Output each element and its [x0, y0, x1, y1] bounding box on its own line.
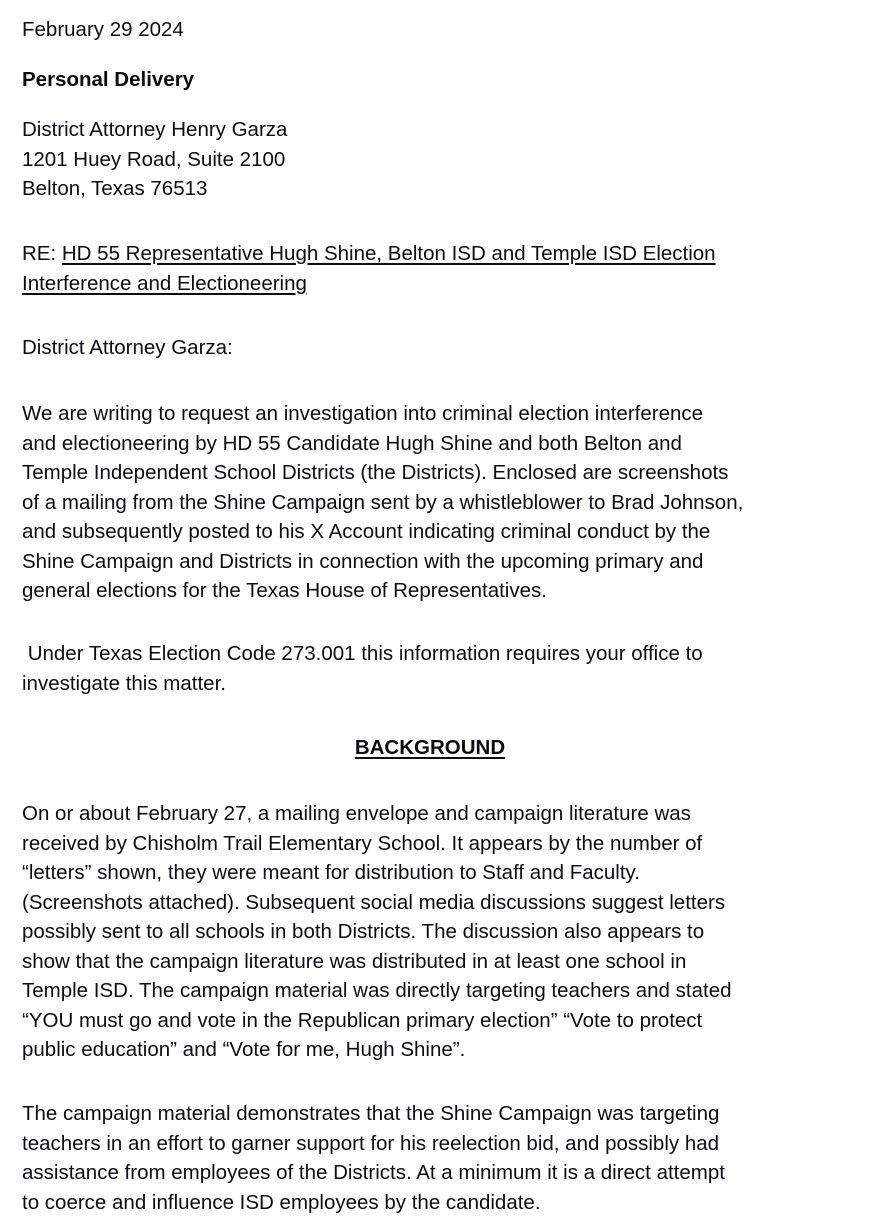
paragraph-request [22, 399, 852, 606]
paragraph-line: show that the campaign literature was distributed in at least one school in [22, 949, 687, 973]
paragraph-background [22, 799, 852, 1065]
paragraph-line: received by Chisholm Trail Elementary School. It appears by the number of [22, 831, 703, 855]
paragraph-line: (Screenshots attached). Subsequent social media discussions suggest letters [22, 890, 726, 914]
paragraph-line: and subsequently posted to his X Account indicating criminal conduct by the [22, 520, 711, 543]
paragraph-analysis [22, 1099, 852, 1217]
paragraph-line: “YOU must go and vote in the Republican primary election” “Vote to protect [22, 1008, 703, 1032]
paragraph-line: On or about February 27, a mailing envelope and campaign literature was [22, 802, 691, 825]
paragraph-line: investigate this matter. [22, 671, 226, 695]
salutation: District Attorney Garza: [22, 336, 233, 359]
paragraph-line: The campaign material demonstrates that the Shine Campaign was targeting [22, 1102, 720, 1125]
subject-prefix: RE: [22, 242, 62, 265]
paragraph-line: We are writing to request an investigation into criminal election interference [22, 402, 704, 425]
subject-line [22, 239, 852, 298]
paragraph-line: of a mailing from the Shine Campaign sent by a whistleblower to Brad Johnson, [22, 490, 744, 514]
paragraph-line: “letters” shown, they were meant for distribution to Staff and Faculty. [22, 861, 640, 884]
paragraph-line: teachers in an effort to garner support for his reelection bid, and possibly had [22, 1131, 720, 1155]
recipient-address-line1: 1201 Huey Road, Suite 2100 [22, 147, 286, 171]
letter-date: February 29 2024 [22, 18, 184, 41]
paragraph-line: Under Texas Election Code 273.001 this information requires your office to [22, 642, 703, 665]
paragraph-line: public education” and “Vote for me, Hugh Shine”. [22, 1038, 466, 1061]
paragraph-line: Shine Campaign and Districts in connection with the upcoming primary and [22, 549, 704, 573]
paragraph-line: general elections for the Texas House of Representatives. [22, 579, 547, 602]
recipient-name: District Attorney Henry Garza [22, 118, 288, 141]
paragraph-line: assistance from employees of the Districts. At a minimum it is a direct attempt [22, 1161, 725, 1184]
section-heading-background: BACKGROUND [354, 736, 506, 759]
subject-text-line1: HD 55 Representative Hugh Shine, Belton ISD and Temple ISD Election [61, 242, 716, 265]
recipient-address-line2: Belton, Texas 76513 [22, 177, 208, 200]
delivery-method: Personal Delivery [22, 68, 195, 91]
paragraph-line: to coerce and influence ISD employees by the candidate. [22, 1190, 541, 1214]
paragraph-line: possibly sent to all schools in both Districts. The discussion also appears to [22, 920, 705, 943]
paragraph-line: Temple Independent School Districts (the Districts). Enclosed are screenshots [22, 461, 729, 484]
subject-text-line2: Interference and Electioneering [22, 271, 307, 295]
paragraph-line: and electioneering by HD 55 Candidate Hugh Shine and both Belton and [22, 431, 682, 455]
recipient-address-block [22, 115, 852, 204]
paragraph-election-code [22, 639, 852, 698]
paragraph-line: Temple ISD. The campaign material was directly targeting teachers and stated [22, 979, 732, 1002]
